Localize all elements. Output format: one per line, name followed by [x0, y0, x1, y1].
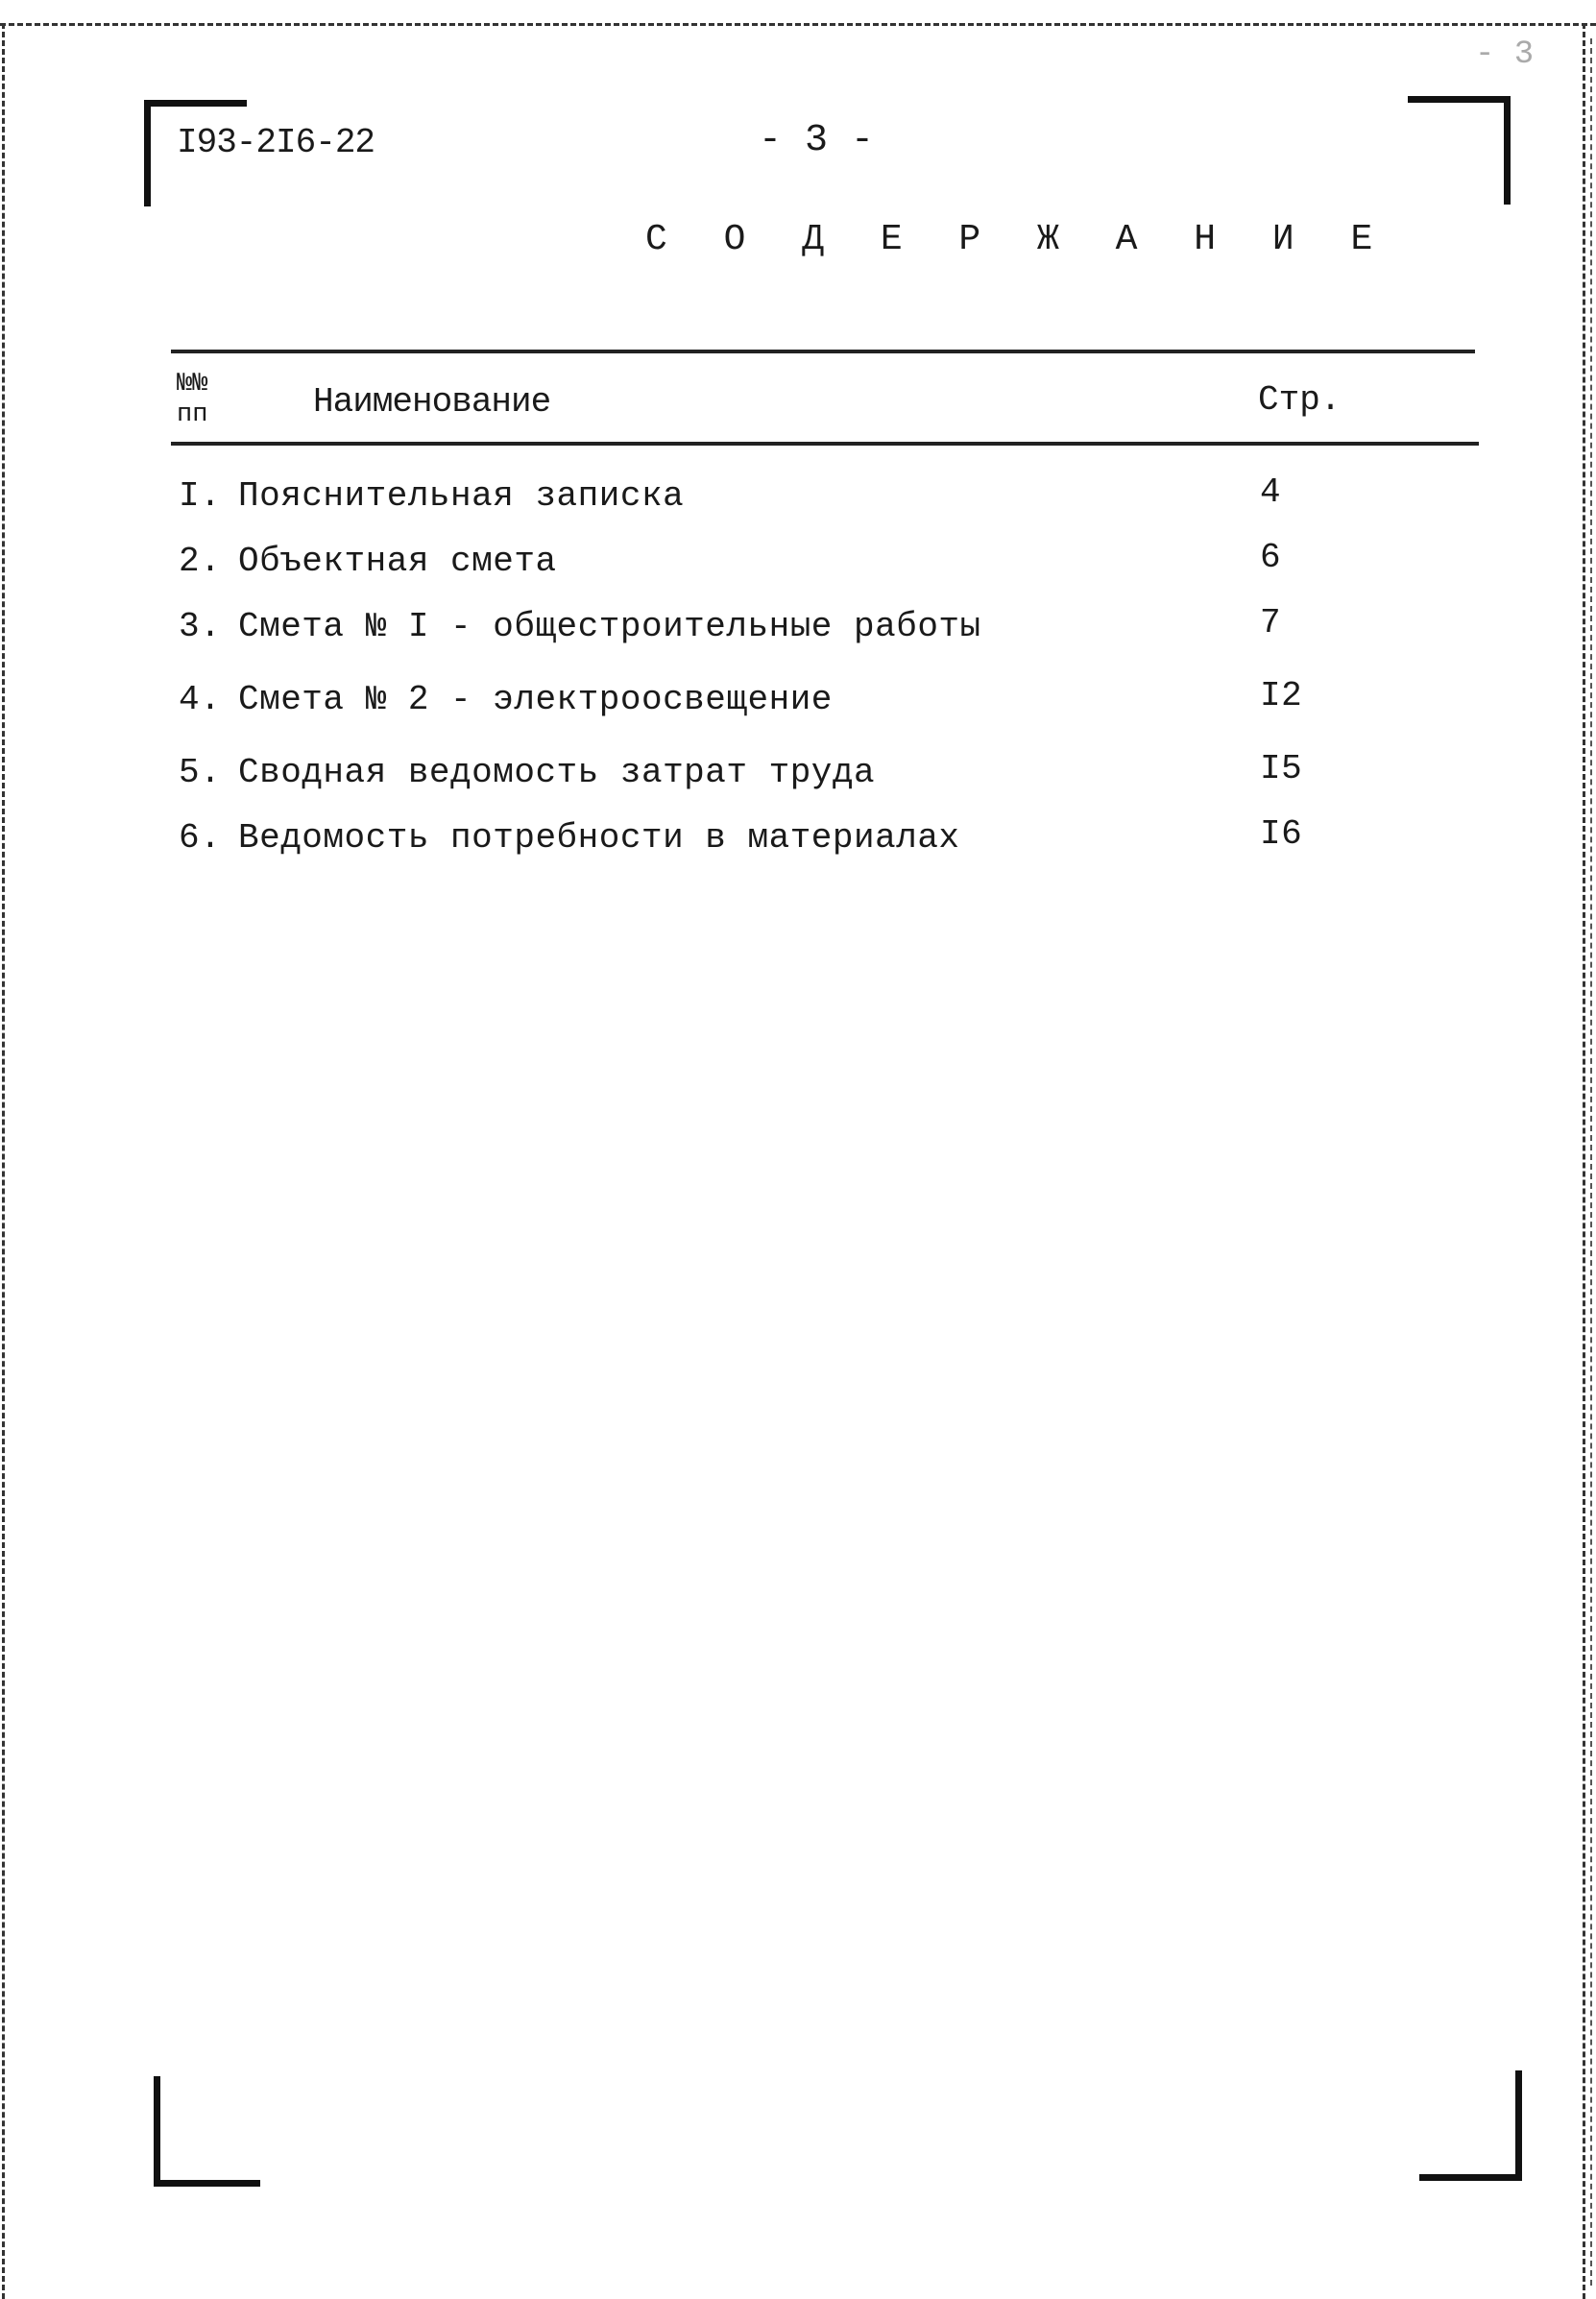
scan-edge-right-inner	[1590, 38, 1592, 2286]
column-header-number-line1: №№	[177, 370, 208, 399]
item-page: I2	[1260, 676, 1303, 715]
item-number: 6.	[179, 818, 222, 858]
corner-bracket-bottom-left	[154, 2076, 260, 2187]
contents-title: С О Д Е Р Ж А Н И Е	[645, 219, 1390, 260]
item-name: Сводная ведомость затрат труда	[238, 753, 876, 792]
corner-bracket-bottom-right	[1419, 2070, 1522, 2181]
item-name: Смета № 2 - электроосвещение	[238, 680, 833, 719]
item-page: 7	[1260, 603, 1282, 642]
item-number: 4.	[179, 680, 222, 719]
item-number: I.	[179, 476, 222, 516]
item-number: 5.	[179, 753, 222, 792]
handwritten-page-note: - 3	[1475, 36, 1535, 73]
list-item	[179, 472, 1427, 524]
document-code: I93-2I6-22	[177, 123, 375, 162]
list-item	[179, 676, 1427, 728]
list-item	[179, 603, 1427, 655]
list-item	[179, 749, 1427, 801]
scan-edge-top	[0, 23, 1596, 26]
column-header-name: Наименование	[313, 382, 551, 422]
scan-edge-right	[1583, 23, 1585, 2299]
item-name: Ведомость потребности в материалах	[238, 818, 960, 858]
page-number: - 3 -	[759, 119, 875, 162]
corner-bracket-top-right	[1408, 96, 1511, 205]
list-item	[179, 538, 1427, 590]
list-item	[179, 814, 1427, 866]
item-number: 2.	[179, 542, 222, 581]
item-page: 6	[1260, 538, 1282, 577]
table-top-rule	[171, 350, 1475, 353]
column-header-number-line2: пп	[177, 400, 208, 429]
item-page: 4	[1260, 472, 1282, 512]
table-header-rule	[171, 442, 1479, 446]
column-header-page: Стр.	[1258, 380, 1342, 420]
item-name: Объектная смета	[238, 542, 557, 581]
item-number: 3.	[179, 607, 222, 646]
column-header-number	[177, 369, 207, 430]
scan-edge-left	[2, 23, 5, 2299]
item-page: I6	[1260, 814, 1303, 854]
item-page: I5	[1260, 749, 1303, 788]
item-name: Смета № I - общестроительные работы	[238, 607, 981, 646]
item-name: Пояснительная записка	[238, 476, 685, 516]
